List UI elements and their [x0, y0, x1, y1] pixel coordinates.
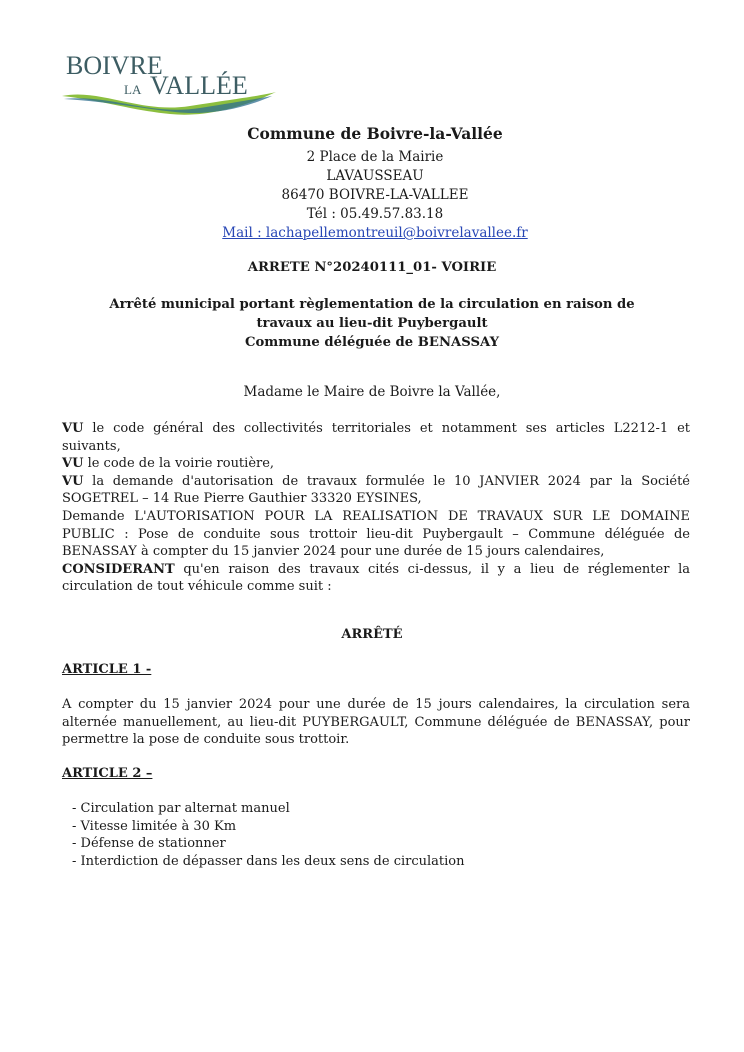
vu-keyword: VU — [62, 421, 84, 436]
subject-line-1: Arrêté municipal portant règlementation de la circulation en raison de — [109, 297, 635, 312]
considerant-keyword: CONSIDERANT — [62, 561, 175, 577]
phone: Tél : 05.49.57.83.18 — [306, 206, 444, 222]
subject-line-3: Commune déléguée de BENASSAY — [245, 335, 499, 350]
vu-cgct-text: le code général des collectivités territoriales et notamment ses articles L2212-1 et suivants, — [62, 421, 690, 454]
list-item: - Défense de stationner — [72, 836, 226, 852]
vu-voirie — [62, 455, 690, 473]
article-1-title: ARTICLE 1 - — [62, 662, 152, 677]
article-2-title: ARTICLE 2 – — [62, 766, 153, 781]
vu-keyword: VU — [62, 456, 84, 472]
considerant — [62, 561, 690, 596]
article-2-list — [72, 800, 465, 870]
vu-cgct — [62, 420, 690, 455]
salutation: Madame le Maire de Boivre la Vallée, — [243, 384, 501, 400]
list-item: - Vitesse limitée à 30 Km — [72, 818, 237, 834]
vu-voirie-text: le code de la voirie routière, — [83, 456, 275, 472]
vu-demande-text: la demande d'autorisation de travaux formulée le 10 JANVIER 2024 par la Société SOGETREL – 14 Rue Pierre Gauthier 33320 EYSINES, — [62, 473, 690, 507]
commune-header — [0, 124, 744, 243]
arrete-heading: ARRÊTÉ — [341, 627, 403, 642]
address-line-1: 2 Place de la Mairie — [306, 149, 444, 165]
vu-keyword: VU — [62, 473, 84, 489]
demande-autorisation: Demande L'AUTORISATION POUR LA REALISATION DE TRAVAUX SUR LE DOMAINE PUBLIC : Pose de conduite sous trottoir lieu-dit Puybergault – Commune déléguée de BENASSAY à compter du 15 janvier 2024 pour une durée de 15 jours calendaires, — [62, 508, 690, 560]
vu-demande — [62, 473, 690, 508]
article-1-text: A compter du 15 janvier 2024 pour une durée de 15 jours calendaires, la circulation sera alternée manuellement, au lieu-dit PUYBERGAULT, Commune déléguée de BENASSAY, pour permettre la pose de conduite sous trottoir. — [62, 697, 690, 748]
commune-name: Commune de Boivre-la-Vallée — [247, 124, 503, 143]
list-item: - Interdiction de dépasser dans les deux sens de circulation — [72, 853, 465, 869]
logo-word-la: LA — [124, 82, 142, 97]
boivre-la-vallee-logo — [60, 44, 280, 116]
arrete-number: ARRETE N°20240111_01- VOIRIE — [247, 260, 497, 275]
logo-word-vallee: VALLÉE — [150, 71, 248, 100]
list-item: - Circulation par alternat manuel — [72, 801, 290, 816]
address-line-2: LAVAUSSEAU — [326, 168, 424, 184]
preamble — [62, 420, 690, 596]
logo-word-boivre: BOIVRE — [66, 51, 163, 80]
mail-link[interactable]: Mail : lachapellemontreuil@boivrelavallee.fr — [222, 225, 528, 241]
arrete-subject — [0, 295, 744, 352]
address-line-3: 86470 BOIVRE-LA-VALLEE — [281, 187, 469, 203]
subject-line-2: travaux au lieu-dit Puybergault — [256, 316, 488, 331]
considerant-text: qu'en raison des travaux cités ci-dessus, il y a lieu de réglementer la circulation de tout véhicule comme suit : — [62, 561, 690, 595]
